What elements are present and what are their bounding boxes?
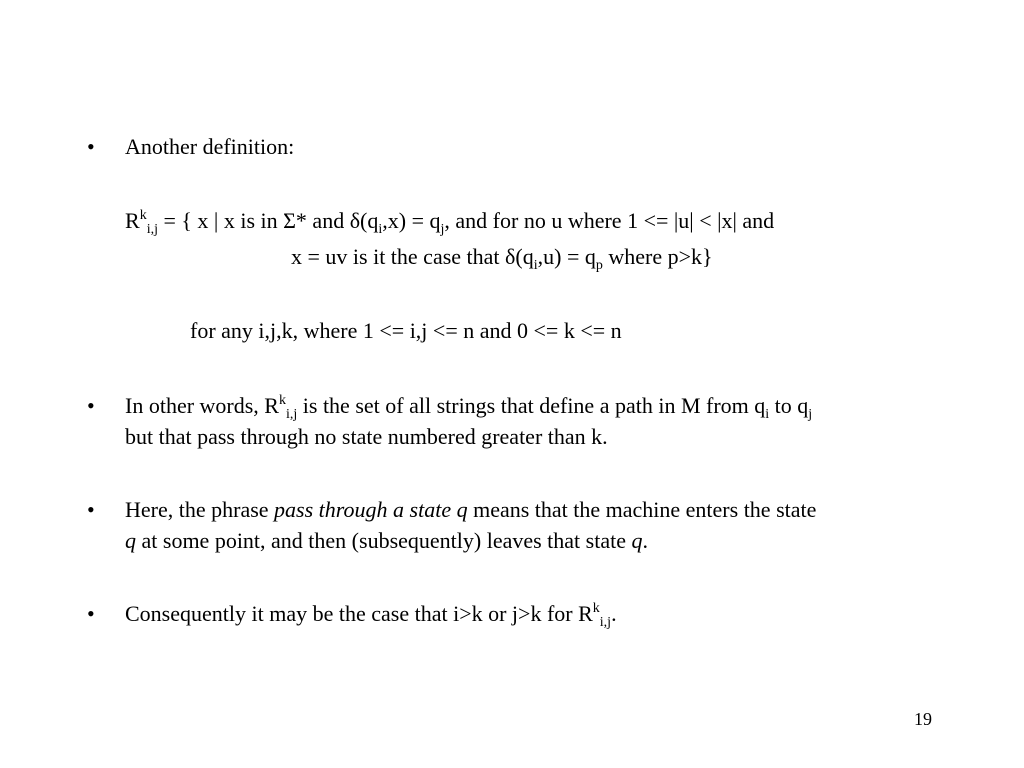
def-text: where p>k} [602, 244, 713, 269]
def-text: ,x) = q [382, 208, 441, 233]
def-r-subscript: i,j [146, 222, 158, 237]
bullet-text: . [611, 601, 617, 626]
bullet-text: means that the machine enters the state [467, 497, 817, 522]
q-subscript: i [765, 407, 770, 422]
bullet-pass-through [125, 497, 816, 523]
bullet-marker: • [87, 393, 95, 418]
def-text: x = uv is it the case that δ(q [291, 244, 534, 269]
def-q-subscript: i [378, 222, 383, 237]
definition-range-line [190, 318, 622, 344]
bullet-in-other-words [125, 393, 813, 422]
def-text: ,u) = q [537, 244, 596, 269]
italic-phrase: pass through a state q [274, 497, 468, 522]
bullet-pass-through-line-2 [125, 528, 648, 554]
italic-state: q [631, 528, 643, 553]
r-superscript: k [592, 601, 600, 616]
def-range-text: for any i,j,k, where 1 <= i,j <= n and 0 <= k <= n [190, 318, 622, 343]
bullet-text: Another definition: [125, 134, 295, 159]
bullet-text: Consequently it may be the case that i>k or j>k for R [125, 601, 593, 626]
def-r-symbol: R [125, 208, 140, 233]
r-superscript: k [278, 393, 286, 408]
def-r-superscript: k [139, 208, 147, 223]
def-q-subscript: p [595, 258, 603, 273]
definition-line-2 [291, 244, 713, 273]
def-q-subscript: j [440, 222, 445, 237]
bullet-marker: • [87, 134, 95, 159]
bullet-text: at some point, and then (subsequently) leaves that state [136, 528, 632, 553]
bullet-text: In other words, R [125, 393, 279, 418]
italic-state: q [125, 528, 136, 553]
r-subscript: i,j [599, 615, 612, 630]
def-q-subscript: i [533, 258, 538, 273]
bullet-text: but that pass through no state numbered greater than k. [125, 424, 608, 449]
bullet-in-other-words-line-2 [125, 424, 608, 450]
bullet-text: is the set of all strings that define a path in M from q [297, 393, 766, 418]
bullet-another-definition [125, 134, 294, 160]
bullet-text: to q [769, 393, 809, 418]
definition-line-1 [125, 208, 775, 237]
q-subscript: j [808, 407, 813, 422]
page-number: 19 [914, 709, 932, 729]
bullet-marker: • [87, 497, 95, 522]
bullet-marker: • [87, 601, 95, 626]
r-subscript: i,j [285, 407, 298, 422]
def-text: = { x | x is in Σ* and δ(q [157, 208, 379, 233]
bullet-consequently [125, 601, 617, 630]
def-text: , and for no u where 1 <= |u| < |x| and [444, 208, 775, 233]
bullet-text: Here, the phrase [125, 497, 275, 522]
bullet-text: . [642, 528, 648, 553]
